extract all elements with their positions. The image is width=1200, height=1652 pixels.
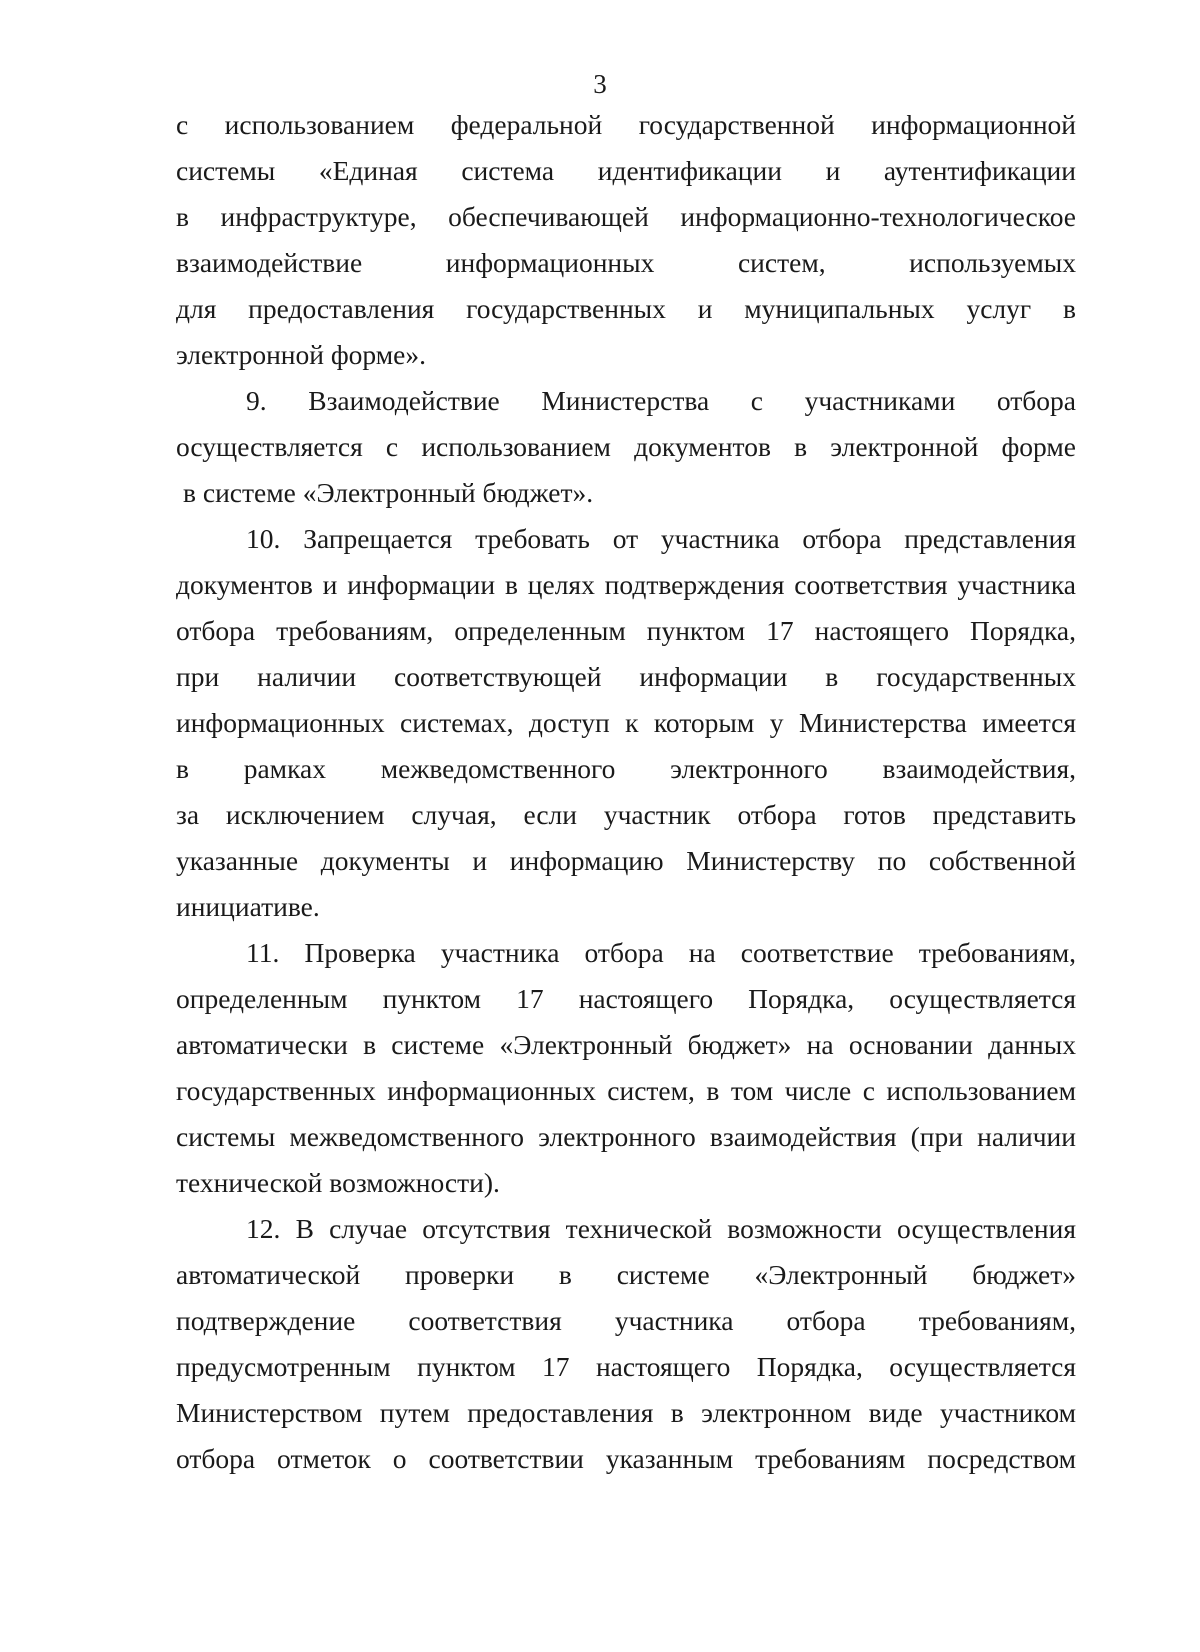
text-line: при наличии соответствующей информации в государственных: [176, 661, 1076, 692]
paragraph-12-start: 12. В случае отсутствия технической возможности осуществления: [246, 1213, 1076, 1244]
text-line: технической возможности).: [176, 1167, 500, 1198]
text-line: с использованием федеральной государственной информационной: [176, 109, 1076, 140]
text-line: информационных системах, доступ к которым у Министерства имеется: [176, 707, 1076, 738]
text-line: Министерством путем предоставления в электронном виде участником: [176, 1397, 1076, 1428]
text-line: инициативе.: [176, 891, 320, 922]
text-line: подтверждение соответствия участника отбора требованиям,: [176, 1305, 1076, 1336]
text-line: системы межведомственного электронного взаимодействия (при наличии: [176, 1121, 1076, 1152]
text-line: предусмотренным пунктом 17 настоящего Порядка, осуществляется: [176, 1351, 1076, 1382]
text-line: документов и информации в целях подтверждения соответствия участника: [176, 569, 1076, 600]
text-line: определенным пунктом 17 настоящего Порядка, осуществляется: [176, 983, 1076, 1014]
text-line: осуществляется с использованием документов в электронной форме: [176, 431, 1076, 462]
paragraph-10-start: 10. Запрещается требовать от участника отбора представления: [246, 523, 1076, 554]
paragraph-11-start: 11. Проверка участника отбора на соответствие требованиям,: [246, 937, 1076, 968]
text-line: отбора отметок о соответствии указанным требованиям посредством: [176, 1443, 1076, 1474]
text-line: в рамках межведомственного электронного взаимодействия,: [176, 753, 1076, 784]
paragraph-9-start: 9. Взаимодействие Министерства с участниками отбора: [246, 385, 1076, 416]
page-number: 3: [593, 69, 607, 99]
text-line: электронной форме».: [176, 339, 426, 370]
text-line: системы «Единая система идентификации и аутентификации: [176, 155, 1076, 186]
text-line: в системе «Электронный бюджет».: [183, 477, 594, 508]
text-line: государственных информационных систем, в том числе с использованием: [176, 1075, 1076, 1106]
text-line: автоматически в системе «Электронный бюджет» на основании данных: [176, 1029, 1076, 1060]
text-line: за исключением случая, если участник отбора готов представить: [176, 799, 1076, 830]
text-line: для предоставления государственных и муниципальных услуг в: [176, 293, 1076, 324]
text-line: взаимодействие информационных систем, используемых: [176, 247, 1076, 278]
text-line: в инфраструктуре, обеспечивающей информационно-технологическое: [176, 201, 1076, 232]
text-line: автоматической проверки в системе «Электронный бюджет»: [176, 1259, 1076, 1290]
text-line: отбора требованиям, определенным пунктом 17 настоящего Порядка,: [176, 615, 1076, 646]
text-line: указанные документы и информацию Министерству по собственной: [176, 845, 1076, 876]
